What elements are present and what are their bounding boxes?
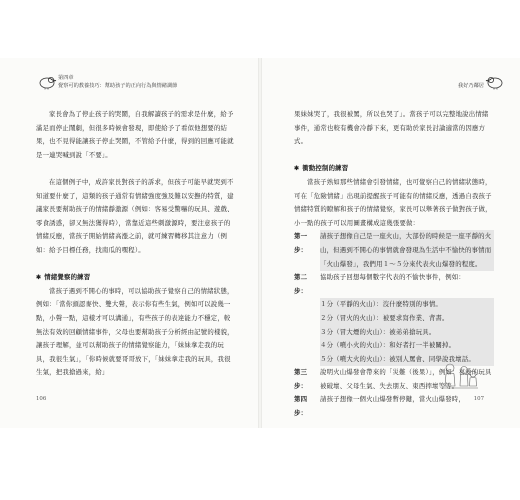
chapter-header — [58, 74, 177, 90]
star-icon: ✱ — [294, 165, 300, 173]
step-1 — [294, 230, 494, 271]
step-text: 請孩子想像一個火山爆發暫停鍵，當火山爆發時， — [320, 395, 465, 404]
section-title: 衝動控制的練習 — [302, 164, 349, 173]
paragraph: 當孩子熟如那些情緒會引發情緒，也可覺察自己的情緒狀態時，可在「危險情緒」出現前提醒孩子可能有的情緒反應，透過自我孩子情緒特質的瞭解和孩子的情緒覺察，家長可以舉著孩子做對孩子做，小一點的孩子可以用圖畫構成這幾張要做： — [294, 177, 492, 227]
list-item: １分（平靜的火山）：沒什麼特別的事情。 — [320, 298, 494, 312]
step-2 — [294, 271, 494, 298]
list-item: ５分（噴大火的火山）：被別人罵會、同學說我壞話。 — [320, 353, 494, 367]
paragraph: 在這個例子中，成許家長對孩子的訴求，但孩子可能早就哭到不知道要什麼了，這類的孩子通常有情緒強度強及難以安撫的特質，建議家長要幫助孩子的情緒靜激源（例如：客易受驚嚇的玩具、遊戲、零食誘惑，卻又無法獲得時），當靠近這些刺激源時，要注意孩子的情緒反應，當孩子開始情緒高漲之前，就可練習轉移其注意力（例如：給予目標任務，找南瓜的嘿程）。 — [36, 177, 234, 254]
section-heading — [294, 162, 494, 176]
paragraph: 當孩子遇到不開心的事時，可以協助孩子覺察自己的情緒狀態，例如：「當你頭認麥快、雙大聲，表示你有些生氣，例如可以說幾一點，小聲一點，這樣才可以溝通」，有些孩子的表達能力不穩定，較無法有效的回顧情緒事件，父母也要幫助孩子分析經由記號的樣貌，讓孩子理解，並可以幫助孩子的情緒覺察能力，「妹妹拿走我的玩具，我很生氣」，「你時候就要哥哥放下，「妹妹拿走我的玩具，我很生氣，把我搶過來，給」 — [36, 286, 234, 377]
step-2-list — [294, 298, 494, 366]
star-icon: ✱ — [36, 274, 42, 282]
page-number: 107 — [473, 396, 484, 402]
left-page — [0, 58, 258, 428]
header-title: 我好乃鄰居 — [458, 83, 484, 89]
list-item: ４分（噴小火的火山）：和好者打一半被關掉。 — [320, 339, 494, 353]
list-item: ３分（冒大煙的火山）：被弟弟搶玩具。 — [320, 326, 494, 340]
paragraph: 果妹妹哭了，我很被罵，所以也哭了」。當孩子可以完整地說出情緒事件，通常也較有機會冷靜下來，更有助於家長討論適當的因應方式。 — [294, 110, 489, 146]
right-page — [262, 58, 520, 428]
left-page-body — [36, 108, 236, 380]
step-label: 第二步： — [294, 273, 308, 295]
bird-icon — [36, 72, 58, 90]
step-label: 第三步： — [294, 368, 308, 390]
section-heading — [36, 271, 236, 285]
chapter-label: 第四章 — [58, 75, 74, 81]
step-text: 請孩子想像自己是一座火山，大部份的時候是一座平靜的火山，但遇到不開心的事情就會發現為生活中不愉快的事情而「火山爆發」，我們用１～５分來代表火山爆發的程度。 — [320, 230, 494, 271]
page-number: 106 — [36, 396, 47, 402]
right-running-header — [458, 74, 484, 90]
step-4 — [294, 393, 494, 420]
chapter-subtitle: 覺察可的教養技巧：幫助孩子的正向行為與情緒調節 — [58, 83, 178, 89]
step-text: 協助孩子回想每個數字代表的不愉快事件，例如： — [320, 273, 465, 282]
section-title: 情緒覺察的練習 — [44, 273, 91, 282]
list-item: ２分（冒火的火山）：被要求寫作業、背書。 — [320, 312, 494, 326]
step-label: 第四步： — [294, 395, 308, 418]
paragraph: 家長會為了停止孩子的哭鬧，自我解讀孩子的需求是什麼，給予滿足而停止鬧劇，但很多時候會發現，即使給予了看似他想要的結果，也不見得能讓孩子停止哭鬧，不管給予什麼，得到的回應可能就是一連哭喊到說「不要」。 — [36, 110, 234, 159]
bird-icon — [484, 72, 506, 90]
children-sketch-icon — [440, 358, 480, 394]
step-text: 說明火山爆發會帶來的「災難（後果）」，例如：喜愛的玩具被破壞、父母生氣、失去朋友、東西摔壞等等。 — [320, 368, 492, 390]
step-label: 第一步： — [294, 232, 308, 254]
